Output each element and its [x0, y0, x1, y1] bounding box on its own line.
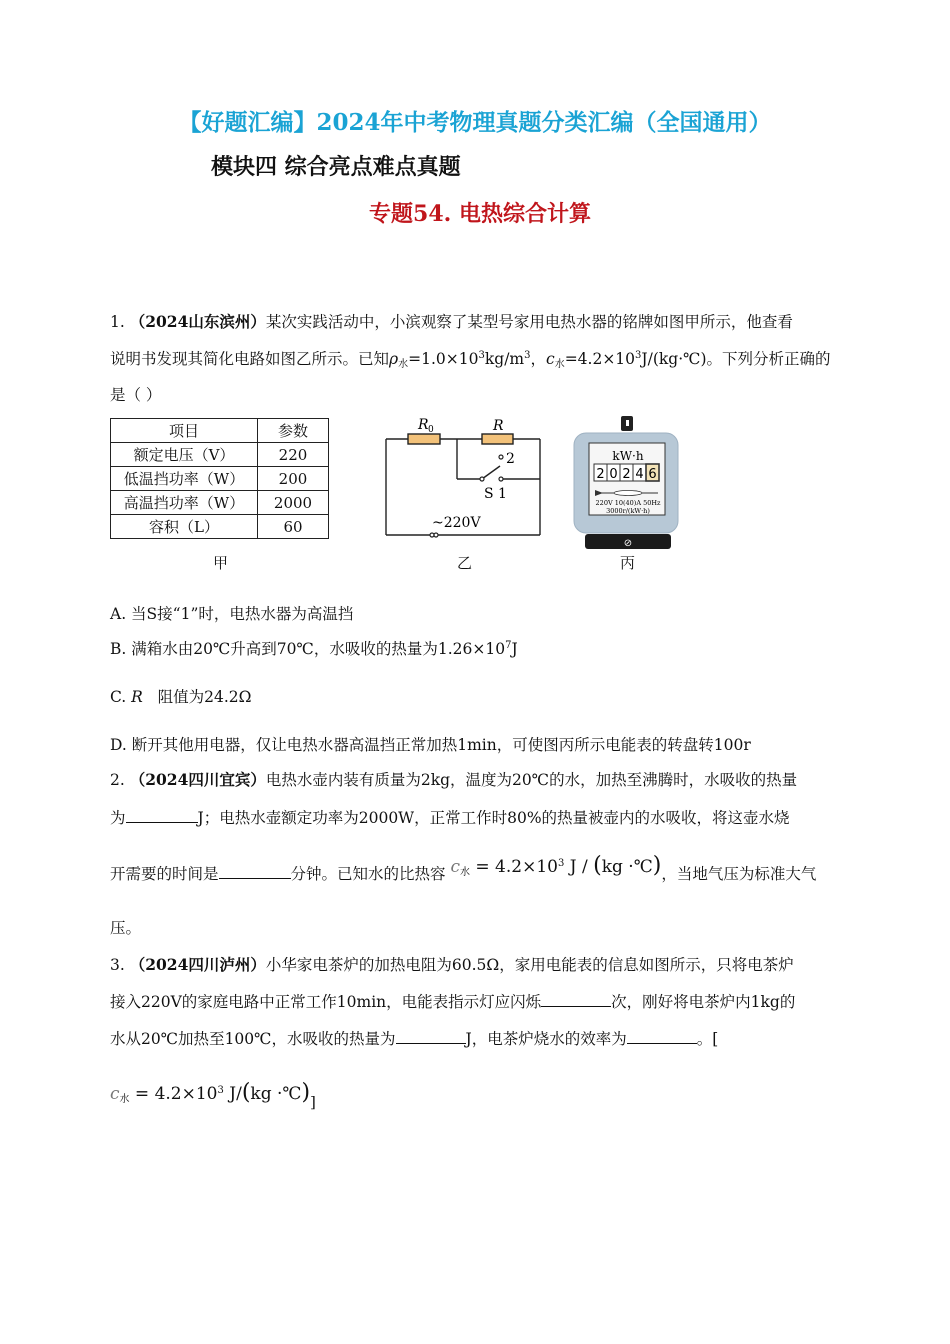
doc-title: 【好题汇编】2024年中考物理真题分类汇编（全国通用）: [178, 109, 772, 136]
option-c-prefix: C.: [110, 688, 132, 706]
table-row: [111, 443, 329, 467]
meter-hook-slot: [626, 420, 629, 426]
table-header-cell: 项目: [111, 419, 258, 443]
q1-line3: 是（ ）: [110, 386, 162, 404]
c-exp: 3: [635, 350, 642, 361]
formula-paren: ): [301, 1080, 311, 1105]
formula-unit: J/: [223, 1084, 242, 1104]
contact-1: [499, 477, 503, 481]
q2-line4: 压。: [110, 919, 142, 937]
q2-text3b: 分钟。已知水的比热容: [290, 865, 446, 883]
q3-text3b: J，电茶炉烧水的效率为: [465, 1030, 627, 1048]
formula-unit: J /: [564, 857, 594, 877]
q1-text2b: 。下列分析正确的: [706, 350, 831, 368]
caption-jia: 甲: [213, 554, 229, 572]
answer-blank[interactable]: [219, 866, 291, 879]
supply-terminal: [434, 533, 438, 537]
q3-line1: [110, 956, 794, 975]
rho-sub: 水: [398, 359, 409, 370]
meter-spec1: 220V 10(40)A 50Hz: [595, 499, 661, 507]
rotating-disc: [614, 491, 642, 496]
answer-blank[interactable]: [396, 1031, 466, 1044]
formula-kg: kg ·: [601, 857, 634, 877]
digit: 2: [622, 467, 631, 482]
q2-text2a: 为: [110, 809, 126, 827]
formula-deg: ℃: [282, 1084, 302, 1104]
caption-bing: 丙: [620, 554, 636, 572]
q1-line1: [110, 313, 793, 332]
formula-paren: (: [241, 1080, 251, 1105]
resistor-r0: [408, 434, 440, 444]
table-cell: 200: [258, 467, 329, 491]
switch-label: S 1: [484, 486, 507, 502]
q2-text3a: 开需要的时间是: [110, 865, 219, 883]
q3-line2: [110, 993, 795, 1012]
formula-deg: ℃: [633, 857, 653, 877]
option-c-r: R: [131, 688, 143, 706]
rho-unit-exp: 3: [524, 350, 531, 361]
table-header-cell: 参数: [258, 419, 329, 443]
module-title: 模块四 综合亮点难点真题: [211, 154, 461, 180]
q3-text2a: 接入220V的家庭电路中正常工作10min，电能表指示灯应闪烁: [110, 993, 542, 1011]
digit: 4: [635, 467, 644, 482]
q1-option-c: [110, 688, 252, 707]
meter-unit: kW·h: [612, 449, 644, 463]
formula-exp: 3: [217, 1085, 224, 1096]
table-row: [111, 515, 329, 539]
formula-paren: (: [593, 853, 602, 878]
table-cell: 2000: [258, 491, 329, 515]
table-cell: 高温挡功率（W）: [111, 491, 258, 515]
q2-text2b: J；电热水壶额定功率为2000W，正常工作时80%的热量被壶内的水吸收，将这壶水烧: [197, 809, 790, 827]
circuit-diagram: [378, 410, 548, 550]
caption-yi: 乙: [457, 554, 473, 572]
formula-sub: 水: [460, 867, 470, 878]
r0-sub-label: 0: [428, 425, 434, 435]
option-c-text: 阻值为24.2Ω: [142, 688, 252, 706]
switch-lever: [482, 466, 500, 479]
table-cell: 220: [258, 443, 329, 467]
contact-2: [499, 455, 503, 459]
pos2-label: 2: [506, 451, 515, 467]
meter-spec2: 3000r/(kW·h): [606, 507, 650, 515]
topic-title: 专题54. 电热综合计算: [369, 201, 591, 227]
q2-number: 2.: [110, 771, 125, 789]
table-row: [111, 467, 329, 491]
answer-blank[interactable]: [627, 1031, 697, 1044]
supply-label: ~220V: [432, 515, 481, 531]
formula-kg: kg ·: [250, 1084, 283, 1104]
r-label: R: [493, 418, 504, 434]
rho-unit: kg/m: [484, 350, 525, 368]
digit: 2: [596, 467, 605, 482]
specific-heat-formula: [450, 853, 662, 878]
table-row: [111, 491, 329, 515]
q2-text1: 电热水壶内装有质量为2kg，温度为20℃的水，加热至沸腾时，水吸收的热量: [265, 771, 798, 789]
contact-pivot: [480, 477, 484, 481]
q1-text2a: 说明书发现其简化电路如图乙所示。已知: [110, 350, 390, 368]
c-sub: 水: [554, 359, 565, 370]
table-cell: 额定电压（V）: [111, 443, 258, 467]
c-unit: J/(kg·℃): [641, 350, 707, 368]
option-b-unit: J: [511, 640, 518, 658]
digit: 6: [648, 467, 657, 482]
q2-line3: [110, 853, 817, 886]
table-header-row: [111, 419, 329, 443]
table-cell: 低温挡功率（W）: [111, 467, 258, 491]
rho-exp: 3: [478, 350, 485, 361]
resistor-r: [482, 434, 513, 444]
digit: 0: [609, 467, 618, 482]
r0-label: R: [418, 417, 429, 433]
q2-line2: [110, 809, 790, 828]
formula-sub: 水: [119, 1094, 130, 1105]
q1-option-a: A. 当S接“1”时，电热水器为高温挡: [110, 605, 354, 623]
q1-option-b: [110, 640, 518, 659]
q1-number: 1.: [110, 313, 125, 331]
q3-line3: [110, 1030, 718, 1049]
nameplate-table: [110, 418, 329, 539]
q3-number: 3.: [110, 956, 125, 974]
energy-meter: [573, 416, 683, 551]
rho-value: =1.0×10: [408, 350, 479, 368]
q2-line1: [110, 771, 797, 790]
q1-text1: 某次实践活动中，小滨观察了某型号家用电热水器的铭牌如图甲所示，他查看: [265, 313, 793, 331]
formula-paren: ): [652, 853, 662, 878]
option-b-exp: 7: [505, 640, 512, 651]
table-cell: 60: [258, 515, 329, 539]
formula-bracket: ]: [310, 1093, 316, 1111]
rho-symbol: ρ: [389, 350, 399, 368]
q3-text3a: 水从20℃加热至100℃，水吸收的热量为: [110, 1030, 396, 1048]
formula-value: = 4.2×10: [470, 857, 558, 877]
answer-blank[interactable]: [541, 994, 611, 1007]
q1-option-d: D. 断开其他用电器，仅让电热水器高温挡正常加热1min，可使图丙所示电能表的转盘转100r: [110, 736, 751, 754]
formula-c: c: [110, 1084, 120, 1104]
formula-exp: 3: [557, 858, 565, 869]
comma: ，: [530, 350, 546, 368]
supply-terminal: [430, 533, 434, 537]
option-b-text: B. 满箱水由20℃升高到70℃，水吸收的热量为1.26×10: [110, 640, 506, 658]
q2-source: （2024四川宜宾）: [129, 770, 266, 789]
q3-text2b: 次，刚好将电茶炉内1kg的: [611, 993, 796, 1011]
meter-digits: [594, 464, 659, 482]
c-symbol: c: [546, 350, 555, 368]
knob-icon: ⊘: [623, 538, 633, 549]
formula-value: = 4.2×10: [129, 1084, 218, 1104]
formula-c: c: [450, 857, 460, 877]
c-value: =4.2×10: [564, 350, 636, 368]
q1-source: （2024山东滨州）: [129, 312, 266, 331]
table-cell: 容积（L）: [111, 515, 258, 539]
q3-text1: 小华家电茶炉的加热电阻为60.5Ω，家用电能表的信息如图所示，只将电茶炉: [265, 956, 794, 974]
q3-formula: [110, 1080, 316, 1111]
q3-text3c: 。[: [696, 1030, 719, 1048]
q1-line2: [110, 350, 831, 369]
answer-blank[interactable]: [126, 810, 198, 823]
q2-text3c: ，当地气压为标准大气: [661, 865, 817, 883]
q3-source: （2024四川泸州）: [129, 955, 266, 974]
